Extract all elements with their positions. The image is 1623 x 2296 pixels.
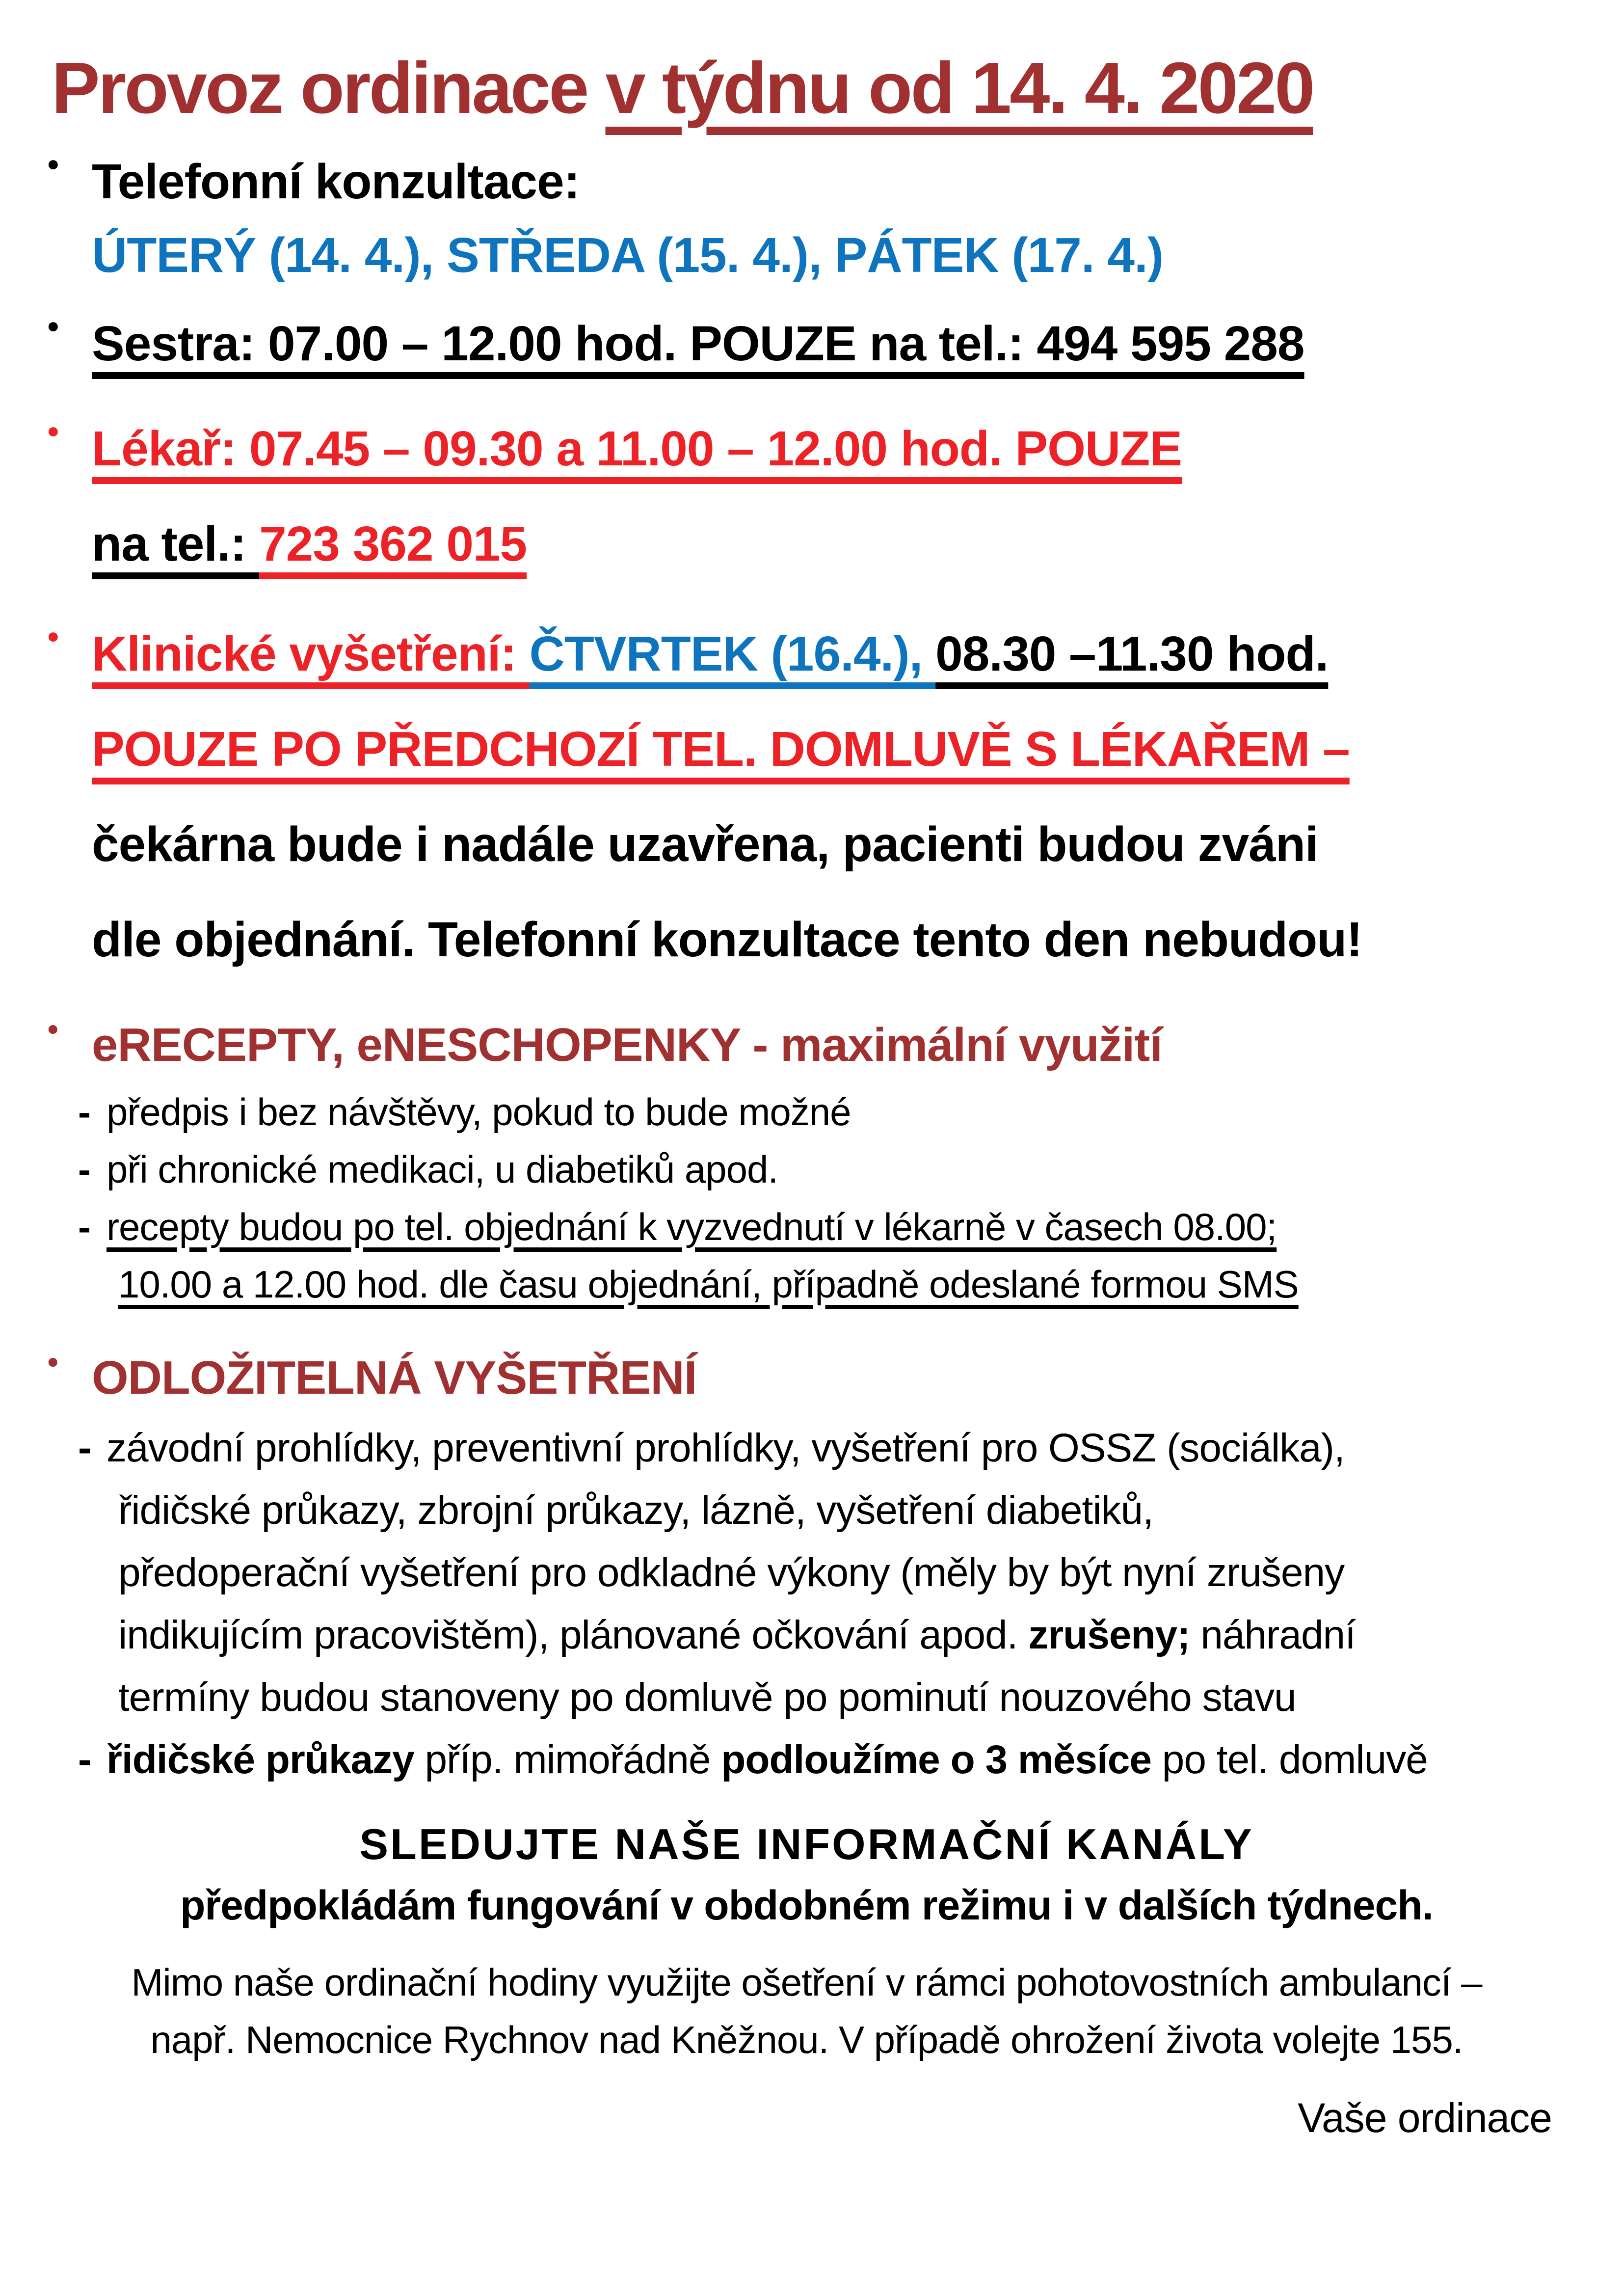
deferred-item-line-1: [47, 1417, 1567, 1479]
expectation-line: [47, 1878, 1567, 1933]
clinical-exam-warning-line: [47, 714, 1567, 784]
clinical-exam-time: 08.30 –11.30 hod.: [935, 626, 1329, 681]
dash-icon: -: [78, 1148, 90, 1191]
nurse-line: [47, 309, 1567, 378]
phone-consult-days: ÚTERÝ (14. 4.), STŘEDA (15. 4.), PÁTEK (17. 4.): [92, 228, 1164, 283]
emergency-line-2: [47, 2011, 1567, 2069]
doctor-hours: Lékař: 07.45 – 09.30 a 11.00 – 12.00 hod. POUZE: [92, 421, 1182, 476]
doctor-phone-label: na tel.:: [92, 516, 260, 571]
deferred-item-text-3: předoperační vyšetření pro odkladné výkony (měly by být nyní zrušeny: [118, 1550, 1345, 1595]
dash-icon: -: [78, 1425, 91, 1470]
doctor-phone-number: 723 362 015: [259, 516, 527, 571]
nurse-hours-phone: Sestra: 07.00 – 12.00 hod. POUZE na tel.: 494 595 288: [92, 316, 1304, 371]
deferred-item-text-2: řidičské průkazy, zbrojní průkazy, lázně, vyšetření diabetiků,: [118, 1487, 1153, 1533]
emergency-text-1: Mimo naše ordinační hodiny využijte ošetření v rámci pohotovostních ambulancí –: [131, 1960, 1482, 2004]
follow-channels-line: [47, 1816, 1567, 1872]
deferred-item-text-1: závodní prohlídky, preventivní prohlídky, vyšetření pro OSSZ (sociálka),: [106, 1425, 1345, 1470]
erecepty-item-1-text: předpis i bez návštěvy, pokud to bude možné: [106, 1090, 851, 1134]
deferred-item-line-2: [47, 1479, 1567, 1541]
erecepty-item-2-text: při chronické medikaci, u diabetiků apod.: [106, 1148, 778, 1191]
deferred-item-text-4b-cancelled: zrušeny;: [1028, 1612, 1190, 1657]
deferred-item-2-line: [47, 1729, 1567, 1791]
emergency-line-1: [47, 1954, 1567, 2011]
clinical-exam-note-2: dle objednání. Telefonní konzultace tento den nebudou!: [92, 912, 1362, 967]
expectation-text: předpokládám fungování v obdobném režimu i v dalších týdnech.: [180, 1882, 1433, 1928]
deferred-exams-heading-line: [47, 1345, 1567, 1411]
page-title-week: v týdnu od 14. 4. 2020: [605, 48, 1313, 129]
erecepty-item-3-text-1: recepty budou po tel. objednání k vyzvednutí v lékarně v časech 08.00;: [106, 1205, 1277, 1249]
erecepty-heading-sub: maximální využití: [780, 1019, 1162, 1071]
bullet-icon: ●: [47, 1016, 59, 1040]
deferred-item-text-5: termíny budou stanoveny po domluvě po pominutí nouzového stavu: [118, 1675, 1296, 1720]
bullet-icon: ●: [47, 1349, 59, 1373]
erecepty-heading-line: [47, 1012, 1567, 1079]
bullet-icon: ●: [47, 624, 59, 648]
clinical-exam-line: [47, 619, 1567, 689]
deferred-item-text-4a: indikujícím pracovištěm), plánované očkování apod.: [118, 1612, 1029, 1657]
deferred-item-2-mid: příp. mimořádně: [414, 1737, 721, 1783]
clinical-exam-label: Klinické vyšetření:: [92, 626, 530, 681]
deferred-item-2-extend: podloužíme o 3 měsíce: [721, 1737, 1151, 1783]
deferred-item-line-4: [47, 1604, 1567, 1666]
phone-consult-days-line: [47, 220, 1567, 290]
deferred-item-text-4c: náhradní: [1190, 1612, 1356, 1657]
signature-text: Vaše ordinace: [1298, 2094, 1552, 2141]
phone-consult-heading-line: [47, 147, 1567, 216]
erecepty-item-1: [47, 1083, 1567, 1141]
page-title-lead: Provoz ordinace: [52, 48, 606, 129]
erecepty-heading: eRECEPTY, eNESCHOPENKY -: [92, 1019, 780, 1071]
clinical-exam-warning: POUZE PO PŘEDCHOZÍ TEL. DOMLUVĚ S LÉKAŘEM –: [92, 722, 1350, 777]
emergency-text-2: např. Nemocnice Rychnov nad Kněžnou. V případě ohrožení života volejte 155.: [150, 2018, 1463, 2061]
page-title: [52, 47, 1567, 130]
clinical-exam-note-1: čekárna bude i nadále uzavřena, pacienti budou zváni: [92, 817, 1318, 872]
deferred-exams-section: [47, 1345, 1567, 1791]
erecepty-item-2: [47, 1141, 1567, 1198]
clinical-exam-note-line-2: [47, 905, 1567, 974]
erecepty-item-3-line-2: [47, 1256, 1567, 1313]
dash-icon: -: [78, 1205, 90, 1249]
dash-icon: -: [78, 1737, 91, 1783]
clinical-exam-note-line-1: [47, 810, 1567, 879]
deferred-item-line-3: [47, 1541, 1567, 1604]
deferred-item-2-tail: po tel. domluvě: [1151, 1737, 1428, 1783]
bullet-icon: ●: [47, 419, 59, 443]
deferred-item-line-5: [47, 1666, 1567, 1729]
dash-icon: -: [78, 1090, 90, 1134]
doctor-phone-line: [47, 509, 1567, 579]
phone-consult-heading: Telefonní konzultace:: [92, 154, 580, 209]
doctor-line: [47, 414, 1567, 484]
bullet-icon: ●: [47, 314, 59, 338]
deferred-exams-heading: ODLOŽITELNÁ VYŠETŘENÍ: [92, 1351, 697, 1405]
bullet-icon: ●: [47, 152, 59, 176]
clinical-exam-day: ČTVRTEK (16.4.),: [529, 626, 936, 681]
erecepty-item-3-line-1: [47, 1198, 1567, 1256]
erecepty-item-3-text-2: 10.00 a 12.00 hod. dle času objednání, případně odeslané formou SMS: [118, 1263, 1299, 1306]
deferred-item-2-driving: řidičské průkazy: [106, 1737, 414, 1783]
follow-channels-text: SLEDUJTE NAŠE INFORMAČNÍ KANÁLY: [359, 1820, 1254, 1869]
signature-line: [47, 2094, 1567, 2142]
